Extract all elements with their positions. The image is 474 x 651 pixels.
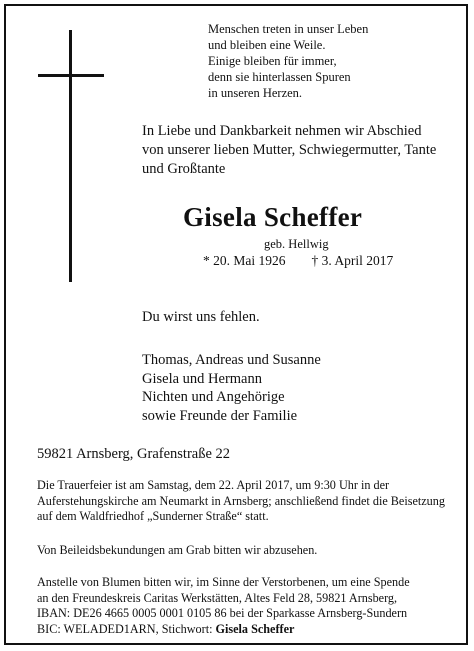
life-dates	[203, 253, 393, 269]
family-address: 59821 Arnsberg, Grafenstraße 22	[37, 446, 231, 462]
mourners-list	[142, 351, 321, 425]
condolence-note	[37, 543, 447, 559]
donation-line-bic	[37, 622, 447, 638]
donation-line: IBAN: DE26 4665 0005 0001 0105 86 bei der Sparkasse Arnsberg-Sundern	[37, 606, 408, 620]
service-line: Die Trauerfeier ist am Samstag, dem 22. April 2017, um 9:30 Uhr in der	[37, 478, 390, 492]
death-date: † 3. April 2017	[311, 253, 394, 268]
mourner-line: Nichten und Angehörige	[142, 389, 285, 405]
intro-line: und Großtante	[142, 161, 226, 177]
closing-line: Du wirst uns fehlen.	[142, 309, 260, 325]
donation-line: Anstelle von Blumen bitten wir, im Sinne der Verstorbenen, um eine Spende	[37, 575, 410, 589]
donation-line: an den Freundeskreis Caritas Werkstätten, Altes Feld 28, 59821 Arnsberg,	[37, 590, 398, 605]
intro-line: von unserer lieben Mutter, Schwiegermutter, Tante	[142, 142, 437, 158]
mourner-line: Gisela und Hermann	[142, 370, 262, 387]
birth-date: * 20. Mai 1926	[203, 253, 286, 268]
bic-text: BIC: WELADED1ARN, Stichwort:	[37, 621, 216, 636]
cross-icon-horizontal	[38, 74, 104, 77]
funeral-service-info	[37, 478, 447, 525]
cross-icon-vertical	[69, 30, 72, 282]
condolence-line: Von Beileidsbekundungen am Grab bitten wir abzusehen.	[37, 543, 318, 557]
farewell-intro	[142, 122, 436, 179]
intro-line: In Liebe und Dankbarkeit nehmen wir Abschied	[142, 123, 422, 139]
maiden-name: geb. Hellwig	[264, 237, 329, 251]
poem	[208, 21, 368, 101]
poem-line: in unseren Herzen.	[208, 86, 303, 100]
death-notice	[4, 4, 468, 645]
mourner-line: Thomas, Andreas und Susanne	[142, 352, 321, 368]
poem-line: Menschen treten in unser Leben	[208, 22, 369, 36]
poem-line: und bleiben eine Weile.	[208, 38, 326, 52]
poem-line: Einige bleiben für immer,	[208, 54, 337, 68]
poem-line: denn sie hinterlassen Spuren	[208, 70, 351, 84]
donation-keyword: Gisela Scheffer	[215, 621, 295, 636]
mourner-line: sowie Freunde der Familie	[142, 407, 298, 424]
service-line: auf dem Waldfriedhof „Sunderner Straße“ statt.	[37, 509, 269, 523]
service-line: Auferstehungskirche am Neumarkt in Arnsberg; anschließend findet die Beisetzung	[37, 493, 445, 508]
deceased-name: Gisela Scheffer	[183, 202, 363, 232]
donation-info	[37, 575, 447, 637]
